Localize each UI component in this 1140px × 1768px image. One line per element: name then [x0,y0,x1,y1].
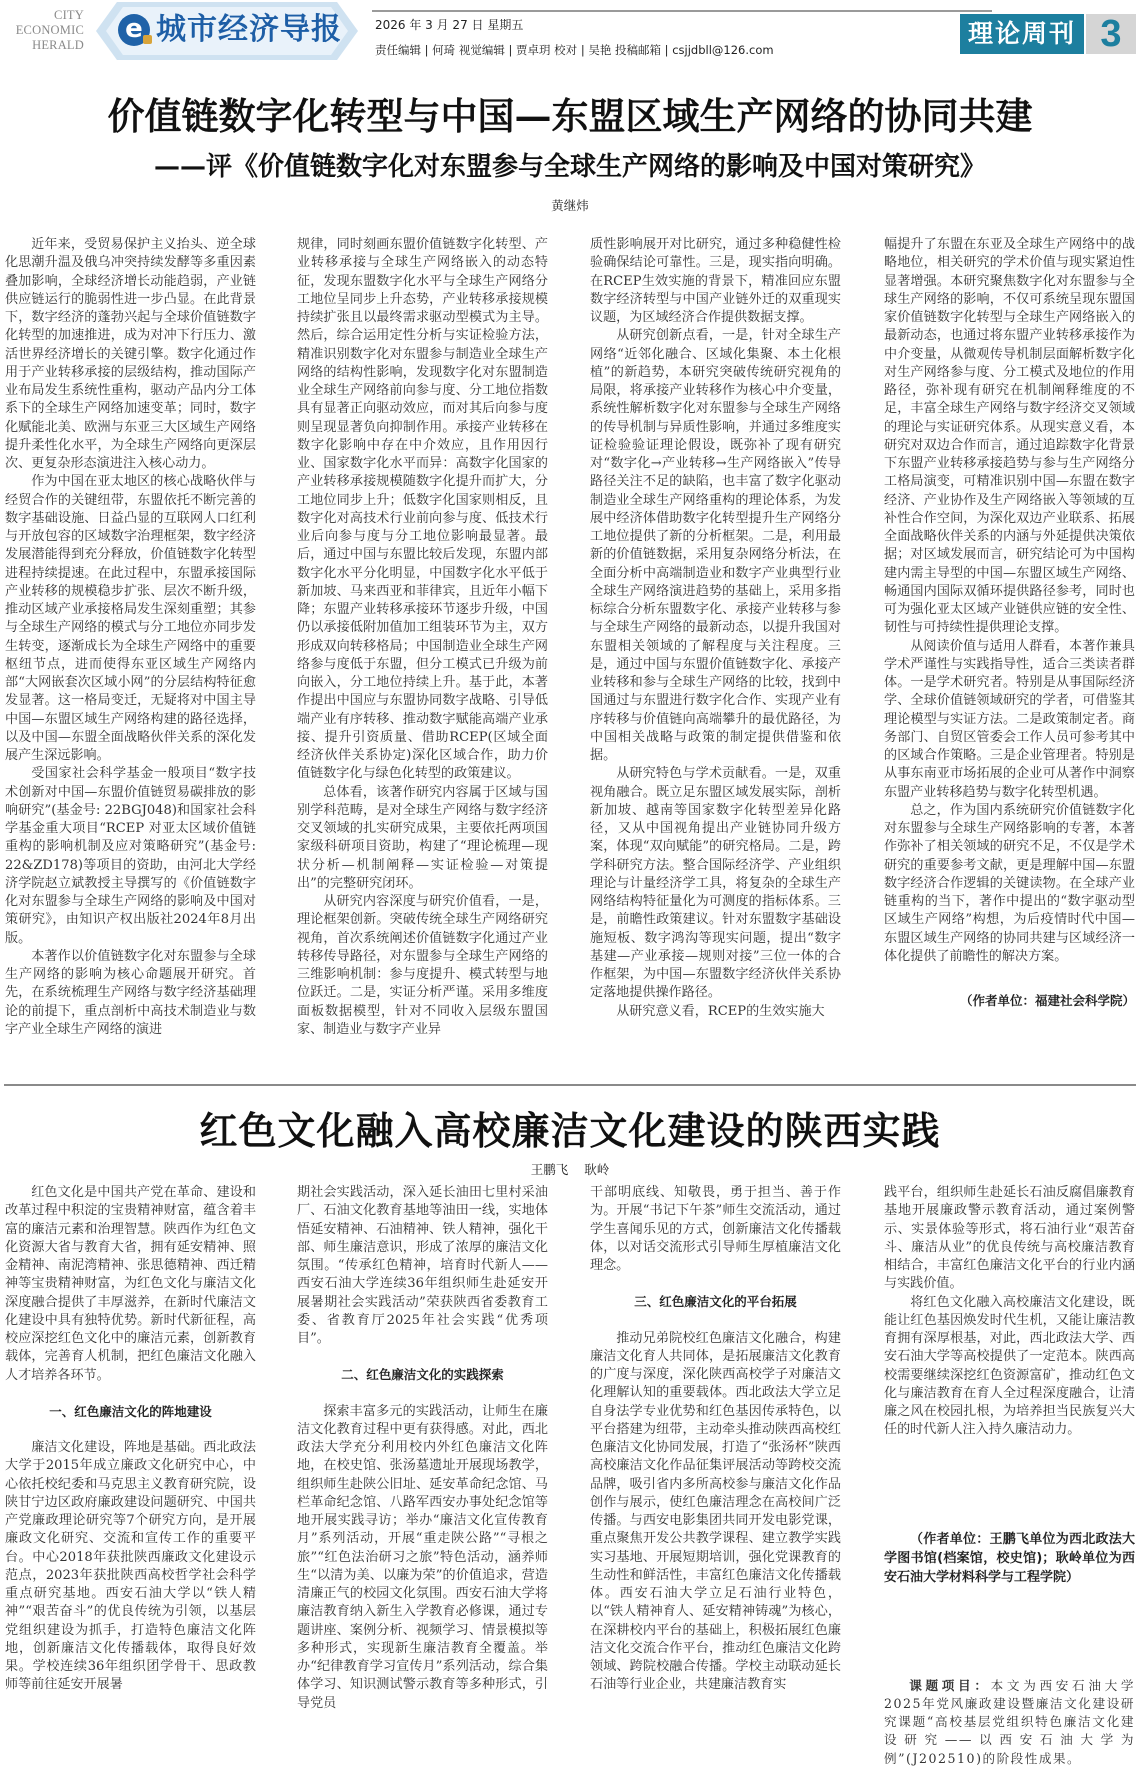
english-name-line: ECONOMIC [15,23,84,37]
section-name: 理论周刊 [960,14,1084,54]
project-note-text: 本文为西安石油大学2025年党风廉政建设暨廉洁文化建设研究课题“高校基层党组织特色廉洁文化建设研究——以西安石油大学为例”(J202510)的阶段性成果。 [884,1677,1136,1766]
masthead [0,0,1140,62]
author-affiliation: （作者单位：王鹏飞单位为西北政法大学图书馆(档案馆，校史馆)；耿岭单位为西安石油大学材料科学与工程学院） [884,1531,1135,1585]
article1-column [297,236,548,1039]
article2-authors: 王鹏飞 耿岭 [530,1162,610,1177]
paragraph: 推动兄弟院校红色廉洁文化融合，构建廉洁文化育人共同体，是拓展廉洁文化教育的广度与深度，深化陕西高校学子对廉洁文化理解认知的重要载体。西北政法大学立足自身法学专业优势和红色基因传承特色，以平台搭建为纽带，主动牵头推动陕西高校红色廉洁文化协同发展，打造了“张汤杯”陕西高校廉洁文化作品征集评展活动等跨校交流品牌，吸引省内多所高校参与廉洁文化作品创作与展示，使红色廉洁理念在高校间广泛传播。与西安电影集团共同开发电影党课，重点聚焦开发公共教学课程、建立教学实践实习基地、开展短期培训，强化党课教育的生动性和鲜活性，丰富红色廉洁文化传播载体。西安石油大学立足石油行业特色，以“铁人精神育人、延安精神铸魂”为核心，在深耕校内平台的基础上，积极拓展红色廉洁文化交流合作平台，推动红色廉洁文化跨领域、跨院校融合传播。学校主动联动延长石油等行业企业，共建廉洁教育实 [590,1330,841,1693]
article1-column [5,236,256,1039]
issue-date: 2026 年 3 月 27 日 星期五 [375,18,524,32]
project-note [884,1677,1135,1768]
section-heading: 三、红色廉洁文化的平台拓展 [634,1294,797,1310]
paragraph: 将红色文化融入高校廉洁文化建设，既能让红色基因焕发时代生机，又能让廉洁教育拥有深厚根基，对此，西北政法大学、西安石油大学等高校提供了一定范本。陕西高校需要继续深挖红色资源富矿，推动红色文化与廉洁教育在育人全过程深度融合，让清廉之风在校园扎根，为培养担当民族复兴大任的时代新人注入持久廉洁动力。 [884,1294,1135,1438]
article1-column [884,236,1135,1010]
english-name-line: CITY [54,8,84,22]
project-note-label: 课题项目： [909,1677,991,1693]
paragraph: 探索丰富多元的实践活动，让师生在廉洁文化教育过程中更有获得感。对此，西北政法大学充分利用校内外红色廉洁文化阵地，在校史馆、张汤墓遗址开展现场教学，组织师生赴陕公旧址、延安革命纪念馆、马栏革命纪念馆、八路军西安办事处纪念馆等地开展实践寻访；举办“廉洁文化宣传教育月”系列活动，开展“重走陕公路”“寻根之旅”“红色法治研习之旅”特色活动，涵养师生“以清为美、以廉为荣”的价值追求，营造清廉正气的校园文化氛围。西安石油大学将廉洁教育纳入新生入学教育必修课，通过专题讲座、案例分析、视频学习、情景模拟等多种形式，实现新生廉洁教育全覆盖。举办“纪律教育学习宣传月”系列活动，综合集体学习、知识测试警示教育等多种形式，引导党员 [297,1403,548,1711]
paragraph: 总之，作为国内系统研究价值链数字化对东盟参与全球生产网络影响的专著，本著作弥补了相关领域的研究不足，不仅是学术研究的重要参考文献，更是理解中国—东盟数字经济合作逻辑的关键读物。在全球产业链重构的当下，著作中提出的“数字驱动型区域生产网络”构想，为后疫情时代中国—东盟区域生产网络的协同共建与区域经济一体化提供了前瞻性的解决方案。 [884,802,1135,964]
paragraph-continued: 践平台，组织师生赴延长石油反腐倡廉教育基地开展廉政警示教育活动，通过案例警示、实景体验等形式，将石油行业“艰苦奋斗、廉洁从业”的优良传统与高校廉洁教育相结合，丰富红色廉洁文化平台的行业内涵与实践价值。 [884,1185,1135,1292]
section-heading: 二、红色廉洁文化的实践探索 [341,1367,504,1383]
paragraph: 作为中国在亚太地区的核心战略伙伴与经贸合作的关键纽带，东盟依托不断完善的数字基础设施、日益凸显的互联网人口红利与开放包容的区域数字治理框架，数字经济发展潜能得到充分释放，价值链数字化转型进程持续提速。在此过程中，东盟承接国际产业转移的规模稳步扩张、层次不断升级，推动区域产业承接格局发生深刻重塑；其参与全球生产网络的模式与分工地位亦同步发生转变，逐渐成长为全球生产网络中的重要枢纽节点，进而使得东亚区域生产网络内部“大网嵌套次区域小网”的分层结构特征愈发显著。这一格局变迁，无疑将对中国主导中国—东盟区域生产网络构建的路径选择，以及中国—东盟全面战略伙伴关系的深化发展产生深远影响。 [5,474,256,763]
paragraph: 从研究内容深度与研究价值看，一是，理论框架创新。突破传统全球生产网络研究视角，首次系统阐述价值链数字化通过产业转移传导路径，对东盟参与全球生产网络的三维影响机制：参与度提升、模式转型与地位跃迁。二是，实证分析严谨。采用多维度面板数据模型，针对不同收入层级东盟国家、制造业与数字产业异 [297,894,548,1037]
e-circle-logo-icon: e [118,14,150,46]
newspaper-logo [96,2,358,60]
article2-column [884,1184,1135,1768]
editorial-staff: 责任编辑 | 何琦 视觉编辑 | 贾卓玥 校对 | 吴艳 投稿邮箱 | csjjdbll@126.com [375,43,774,57]
article1-subtitle: ——评《价值链数字化对东盟参与全球生产网络的影响及中国对策研究》 [153,152,986,182]
paragraph: 近年来，受贸易保护主义抬头、逆全球化思潮升温及俄乌冲突持续发酵等多重因素叠加影响，全球经济增长动能趋弱，产业链供应链运行的脆弱性进一步凸显。在此背景下，数字经济的蓬勃兴起与全球价值链数字化转型的加速推进，成为对冲下行压力、激活世界经济增长的关键引擎。数字化通过作用于产业转移承接的层级结构，推动国际产业布局发生系统性重构，驱动产品内分工体系下的全球生产网络加速变革；同时，数字化赋能北美、欧洲与东亚三大区域生产网络提升柔性化水平，为全球生产网络向更深层次、更复杂形态演进注入核心动力。 [5,237,256,471]
article2-column [590,1184,841,1695]
paragraph-continued: 干部明底线、知敬畏，勇于担当、善于作为。开展“书记下午茶”师生交流活动，通过学生喜闻乐见的方式，创新廉洁文化传播载体，以对话交流形式引导师生厚植廉洁文化理念。 [590,1185,841,1273]
paragraph-continued: 期社会实践活动，深入延长油田七里村采油厂、石油文化教育基地等油田一线，实地体悟延安精神、石油精神、铁人精神，强化干部、师生廉洁意识，形成了浓厚的廉洁文化氛围。“传承红色精神，培育时代新人——西安石油大学连续36年组织师生赴延安开展暑期社会实践活动”荣获陕西省委教育工委、省教育厅2025年社会实践“优秀项目”。 [297,1185,548,1346]
english-name-line: HERALD [32,38,84,52]
article1-author: 黄继炜 [551,198,589,213]
paragraph-continued: 规律，同时刻画东盟价值链数字化转型、产业转移承接与全球生产网络嵌入的动态特征，发现东盟数字化水平与全球生产网络分工地位呈同步上升态势，产业转移承接规模持续扩张且以最终需求驱动型模式为主导。然后，综合运用定性分析与实证检验方法，精准识别数字化对东盟参与制造业全球生产网络的结构性影响，发现数字化对东盟制造业全球生产网络前向参与度、分工地位指数具有显著正向驱动效应，而对其后向参与度则呈现显著负向抑制作用。承接产业转移在数字化影响中存在中介效应，且作用因行业、国家数字化水平而异：高数字化国家的产业转移承接规模随数字化提升而扩大，分工地位同步上升；低数字化国家则相反，且数字化对高技术行业前向参与度、低技术行业后向参与度与分工地位影响最显著。最后，通过中国与东盟比较后发现，东盟内部数字化水平分化明显，中国数字化水平低于新加坡、马来西亚和菲律宾，且近年小幅下降；东盟产业转移承接环节逐步升级，中国仍以承接低附加值加工组装环节为主，双方形成双向转移格局；中国制造业全球生产网络参与度低于东盟，但分工模式已升级为前向嵌入，分工地位持续上升。基于此，本著作提出中国应与东盟协同数字战略、引导低端产业有序转移、推动数字赋能高端产业承接、提升引资质量、借助RCEP(区域全面经济伙伴关系协定)深化区域合作，助力价值链数字化与绿色化转型的政策建议。 [297,237,548,782]
logo-text: 城市经济导报 [156,12,342,47]
paragraph: 廉洁文化建设，阵地是基础。西北政法大学于2015年成立廉政文化研究中心，中心依托校纪委和马克思主义教育研究院，设陕甘宁边区政府廉政建设问题研究、中国共产党廉政理论研究等7个研究方向，是开展廉政文化研究、交流和宣传工作的重要平台。中心2018年获批陕西廉政文化建设示范点，2023年获批陕西高校哲学社会科学重点研究基地。西安石油大学以“铁人精神”“艰苦奋斗”的优良传统为引领，以基层党组织建设为抓手，打造特色廉洁文化阵地，创新廉洁文化传播载体，取得良好效果。学校连续36年组织团学骨干、思政教师等前往延安开展暑 [5,1440,256,1693]
paragraph: 本著作以价值链数字化对东盟参与全球生产网络的影响为核心命题展开研究。首先，在系统梳理生产网络与数字经济基础理论的前提下，重点剖析中高技术制造业与数字产业全球生产网络的演进 [5,948,256,1037]
page-number: 3 [1086,14,1136,54]
paragraph: 受国家社会科学基金一般项目“数字技术创新对中国—东盟价值链贸易碳排放的影响研究”(基金号: 22BGJ048)和国家社会科学基金重大项目“RCEP 对亚太区域价值链重构的影响机制及应对策略研究”(基金号: 22&ZD178)等项目的资助，由河北大学经济学院赵立斌教授主导撰写的《价值链数字化对东盟参与全球生产网络的影响及中国对策研究》，由知识产权出版社2024年8月出版。 [5,766,256,946]
article2-column [297,1184,548,1713]
paragraph: 从研究特色与学术贡献看。一是，双重视角融合。既立足东盟区域发展实际，剖析新加坡、越南等国家数字化转型差异化路径，又从中国视角提出产业链协同升级方案，体现“双向赋能”的研究格局。二是，跨学科研究方法。整合国际经济学、产业组织理论与计量经济学工具，将复杂的全球生产网络结构特征量化为可测度的指标体系。三是，前瞻性政策建议。针对东盟数字基础设施短板、数字鸿沟等现实问题，提出“数字基建—产业承接—规则对接”三位一体的合作框架，为中国—东盟数字经济伙伴关系协定落地提供操作路径。 [590,766,841,1001]
paragraph: 从阅读价值与适用人群看，本著作兼具学术严谨性与实践指导性，适合三类读者群体。一是学术研究者。特别是从事国际经济学、全球价值链领域研究的学者，可借鉴其理论模型与实证方法。二是政策制定者。商务部门、自贸区管委会工作人员可参考其中的区域合作策略。三是企业管理者。特别是从事东南亚市场拓展的企业可从著作中洞察东盟产业转移趋势与数字化转型机遇。 [884,638,1135,800]
article-divider [4,1084,1136,1086]
section-heading: 一、红色廉洁文化的阵地建设 [49,1403,212,1419]
issue-info [372,10,992,62]
paragraph-continued: 幅提升了东盟在东亚及全球生产网络中的战略地位，相关研究的学术价值与现实紧迫性显著增强。本研究聚焦数字化对东盟参与全球生产网络的影响，不仅可系统呈现东盟国家价值链数字化转型与全球生产网络嵌入的最新动态，也通过将东盟产业转移承接作为中介变量，从微观传导机制层面解析数字化对生产网络参与度、分工模式及地位的作用路径，弥补现有研究在机制阐释维度的不足，丰富全球生产网络与数字经济交叉领域的理论与实证研究体系。从现实意义看，本研究对双边合作而言，通过追踪数字化背景下东盟产业转移承接趋势与参与生产网络分工格局演变，可精准识别中国—东盟在数字经济、产业协作及生产网络嵌入等领域的互补性合作空间，为深化双边产业联系、拓展全面战略伙伴关系的内涵与外延提供决策依据；对区域发展而言，研究结论可为中国构建内需主导型的中国—东盟区域生产网络、畅通国内国际双循环提供路径参考，同时也可为强化亚太区域产业链供应链的安全性、韧性与可持续性提供理论支撑。 [884,237,1135,636]
paragraph: 总体看，该著作研究内容属于区域与国别学科范畴，是对全球生产网络与数字经济交叉领域的扎实研究成果，主要依托两项国家级科研项目资助，构建了“理论梳理—现状分析—机制阐释—实证检验—对策提出”的完整研究闭环。 [297,784,548,891]
article1-title: 价值链数字化转型与中国—东盟区域生产网络的协同共建 [107,94,1033,138]
author-affiliation: （作者单位：福建社会科学院） [959,993,1135,1008]
article2-column [5,1184,256,1695]
article2-title: 红色文化融入高校廉洁文化建设的陕西实践 [199,1108,941,1153]
paragraph: 从研究创新点看，一是，针对全球生产网络“近邻化融合、区域化集聚、本土化根植”的新趋势，本研究突破传统研究视角的局限，将承接产业转移作为核心中介变量，系统性解析数字化对东盟参与全球生产网络的传导机制与异质性影响，并通过多维度实证检验验证理论假设，既弥补了现有研究对“数字化→产业转移→生产网络嵌入”传导路径关注不足的缺陷，也丰富了数字化驱动制造业全球生产网络重构的理论体系，为发展中经济体借助数字化转型提升生产网络分工地位提供了新的分析框架。二是，利用最新的价值链数据，采用复杂网络分析法，在全面分析中高端制造业和数字产业典型行业全球生产网络演进趋势的基础上，采用多指标综合分析东盟数字化、承接产业转移与参与全球生产网络的最新动态，以提升我国对东盟相关领域的了解程度与关注程度。三是，通过中国与东盟价值链数字化、承接产业转移和参与全球生产网络的比较，找到中国通过与东盟进行数字化合作、实现产业有序转移与价值链向高端攀升的最优路径，为中国相关战略与政策的制定提供借鉴和依据。 [590,328,841,763]
english-paper-name [8,8,84,53]
paragraph: 红色文化是中国共产党在革命、建设和改革过程中积淀的宝贵精神财富，蕴含着丰富的廉洁元素和治理智慧。陕西作为红色文化资源大省与教育大省，拥有延安精神、照金精神、南泥湾精神、张思德精神、西迁精神等宝贵精神财富，为红色文化与廉洁文化深度融合提供了丰厚滋养，在新时代廉洁文化建设中具有独特优势。新时代新征程，高校应深挖红色文化中的廉洁元素，创新教育载体，完善育人机制，把红色廉洁文化融入人才培养各环节。 [5,1185,256,1383]
paragraph: 从研究意义看，RCEP的生效实施大 [616,1003,825,1019]
article1-column [590,236,841,1021]
paragraph-continued: 质性影响展开对比研究，通过多种稳健性检验确保结论可靠性。三是，现实指向明确。在RCEP生效实施的背景下，精准回应东盟数字经济转型与中国产业链外迁的双重现实议题，为区域经济合作提供数据支撑。 [590,237,841,325]
